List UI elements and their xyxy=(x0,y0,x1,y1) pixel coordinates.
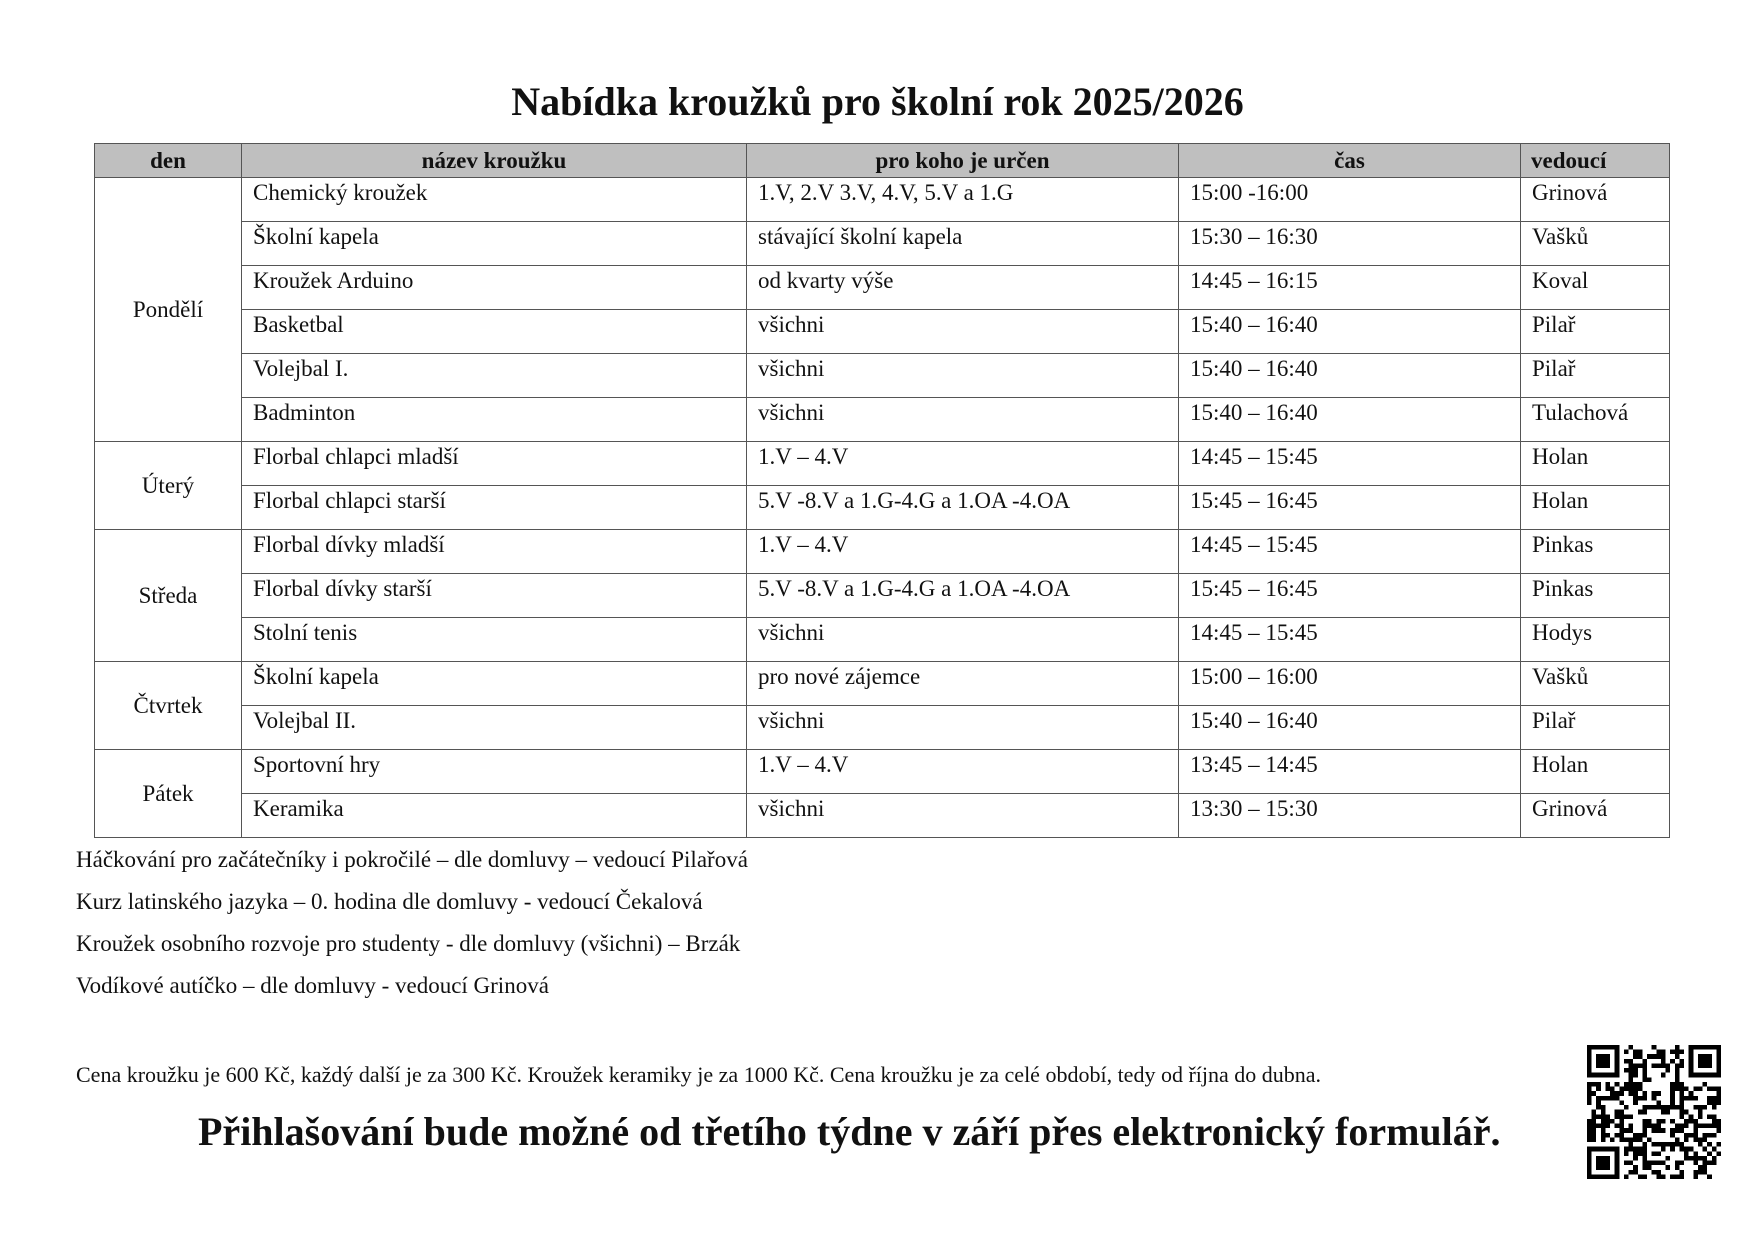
time-cell: 15:40 – 16:40 xyxy=(1179,354,1521,398)
audience-cell: 5.V -8.V a 1.G-4.G a 1.OA -4.OA xyxy=(747,574,1179,618)
club-name-cell: Kroužek Arduino xyxy=(242,266,747,310)
leader-cell: Pilař xyxy=(1521,310,1670,354)
time-cell: 15:45 – 16:45 xyxy=(1179,486,1521,530)
header-audience: pro koho je určen xyxy=(747,144,1179,178)
day-cell: Pátek xyxy=(95,750,242,838)
schedule-table xyxy=(94,143,1670,838)
club-name-cell: Sportovní hry xyxy=(242,750,747,794)
schedule-body xyxy=(95,178,1670,838)
table-row xyxy=(95,486,1670,530)
leader-cell: Grinová xyxy=(1521,178,1670,222)
audience-cell: všichni xyxy=(747,794,1179,838)
leader-cell: Pilař xyxy=(1521,354,1670,398)
leader-cell: Vašků xyxy=(1521,222,1670,266)
leader-cell: Pinkas xyxy=(1521,530,1670,574)
time-cell: 15:00 – 16:00 xyxy=(1179,662,1521,706)
audience-cell: všichni xyxy=(747,310,1179,354)
leader-cell: Holan xyxy=(1521,750,1670,794)
time-cell: 15:30 – 16:30 xyxy=(1179,222,1521,266)
time-cell: 15:45 – 16:45 xyxy=(1179,574,1521,618)
audience-cell: všichni xyxy=(747,398,1179,442)
audience-cell: 1.V – 4.V xyxy=(747,530,1179,574)
table-row xyxy=(95,574,1670,618)
table-row xyxy=(95,750,1670,794)
leader-cell: Pilař xyxy=(1521,706,1670,750)
leader-cell: Vašků xyxy=(1521,662,1670,706)
leader-cell: Hodys xyxy=(1521,618,1670,662)
table-row xyxy=(95,662,1670,706)
header-name: název kroužku xyxy=(242,144,747,178)
table-row xyxy=(95,706,1670,750)
club-name-cell: Keramika xyxy=(242,794,747,838)
leader-cell: Tulachová xyxy=(1521,398,1670,442)
club-name-cell: Florbal dívky mladší xyxy=(242,530,747,574)
club-name-cell: Volejbal I. xyxy=(242,354,747,398)
qr-code-icon[interactable] xyxy=(1587,1045,1721,1179)
table-row xyxy=(95,222,1670,266)
club-name-cell: Florbal dívky starší xyxy=(242,574,747,618)
table-row xyxy=(95,442,1670,486)
leader-cell: Holan xyxy=(1521,442,1670,486)
audience-cell: všichni xyxy=(747,706,1179,750)
signup-notice: Přihlašování bude možné od třetího týdne v září přes elektronický formulář. xyxy=(198,1109,1501,1154)
audience-cell: 5.V -8.V a 1.G-4.G a 1.OA -4.OA xyxy=(747,486,1179,530)
table-row xyxy=(95,530,1670,574)
header-time: čas xyxy=(1179,144,1521,178)
club-name-cell: Volejbal II. xyxy=(242,706,747,750)
table-row xyxy=(95,310,1670,354)
club-name-cell: Florbal chlapci mladší xyxy=(242,442,747,486)
day-cell: Pondělí xyxy=(95,178,242,442)
time-cell: 14:45 – 15:45 xyxy=(1179,530,1521,574)
club-name-cell: Badminton xyxy=(242,398,747,442)
audience-cell: 1.V – 4.V xyxy=(747,750,1179,794)
time-cell: 13:30 – 15:30 xyxy=(1179,794,1521,838)
time-cell: 14:45 – 15:45 xyxy=(1179,618,1521,662)
club-name-cell: Stolní tenis xyxy=(242,618,747,662)
table-row xyxy=(95,618,1670,662)
table-header-row xyxy=(95,144,1670,178)
page-title: Nabídka kroužků pro školní rok 2025/2026 xyxy=(511,79,1244,124)
club-name-cell: Školní kapela xyxy=(242,662,747,706)
notes-list xyxy=(76,845,748,1013)
leader-cell: Holan xyxy=(1521,486,1670,530)
note-item: Vodíkové autíčko – dle domluvy - vedoucí Grinová xyxy=(76,973,549,998)
audience-cell: 1.V, 2.V 3.V, 4.V, 5.V a 1.G xyxy=(747,178,1179,222)
audience-cell: pro nové zájemce xyxy=(747,662,1179,706)
club-name-cell: Školní kapela xyxy=(242,222,747,266)
audience-cell: všichni xyxy=(747,354,1179,398)
note-item: Kroužek osobního rozvoje pro studenty - dle domluvy (všichni) – Brzák xyxy=(76,931,741,956)
audience-cell: všichni xyxy=(747,618,1179,662)
note-item: Kurz latinského jazyka – 0. hodina dle domluvy - vedoucí Čekalová xyxy=(76,889,703,914)
note-item: Háčkování pro začátečníky i pokročilé – dle domluvy – vedoucí Pilařová xyxy=(76,847,748,872)
header-day: den xyxy=(95,144,242,178)
leader-cell: Koval xyxy=(1521,266,1670,310)
club-name-cell: Florbal chlapci starší xyxy=(242,486,747,530)
table-row xyxy=(95,266,1670,310)
leader-cell: Pinkas xyxy=(1521,574,1670,618)
club-name-cell: Basketbal xyxy=(242,310,747,354)
day-cell: Úterý xyxy=(95,442,242,530)
table-row xyxy=(95,178,1670,222)
price-info: Cena kroužku je 600 Kč, každý další je za 300 Kč. Kroužek keramiky je za 1000 Kč. Cena kroužku je za celé období, tedy od října do dubna. xyxy=(76,1062,1322,1087)
day-cell: Středa xyxy=(95,530,242,662)
day-cell: Čtvrtek xyxy=(95,662,242,750)
audience-cell: 1.V – 4.V xyxy=(747,442,1179,486)
audience-cell: od kvarty výše xyxy=(747,266,1179,310)
time-cell: 14:45 – 15:45 xyxy=(1179,442,1521,486)
time-cell: 15:40 – 16:40 xyxy=(1179,398,1521,442)
club-name-cell: Chemický kroužek xyxy=(242,178,747,222)
time-cell: 15:00 -16:00 xyxy=(1179,178,1521,222)
time-cell: 15:40 – 16:40 xyxy=(1179,310,1521,354)
time-cell: 15:40 – 16:40 xyxy=(1179,706,1521,750)
table-row xyxy=(95,398,1670,442)
leader-cell: Grinová xyxy=(1521,794,1670,838)
audience-cell: stávající školní kapela xyxy=(747,222,1179,266)
table-row xyxy=(95,354,1670,398)
time-cell: 14:45 – 16:15 xyxy=(1179,266,1521,310)
time-cell: 13:45 – 14:45 xyxy=(1179,750,1521,794)
header-leader: vedoucí xyxy=(1521,144,1670,178)
table-row xyxy=(95,794,1670,838)
